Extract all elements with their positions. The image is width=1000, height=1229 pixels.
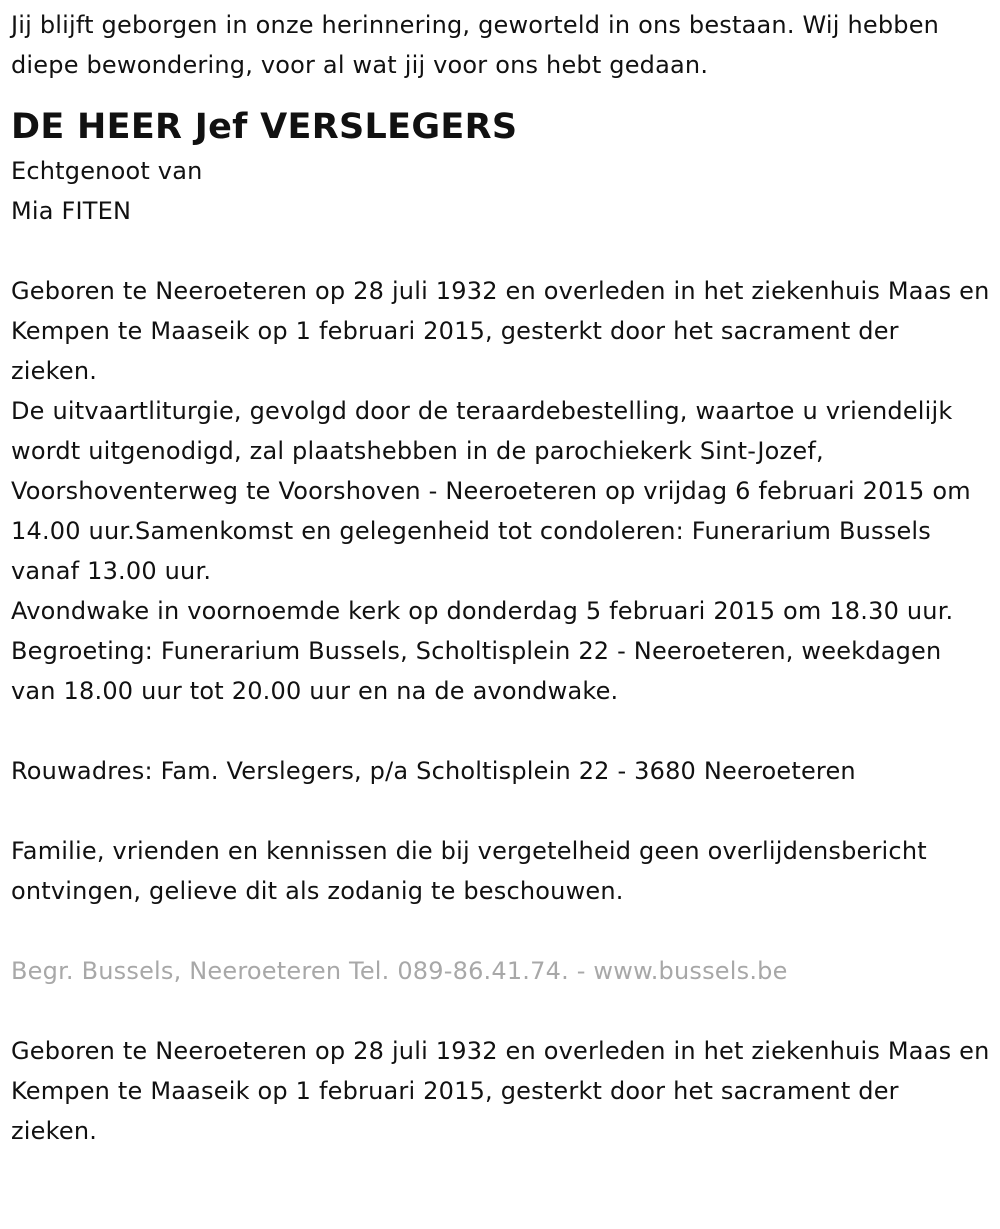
mourning-address: Rouwadres: Fam. Verslegers, p/a Scholtisplein 22 - 3680 Neeroeteren xyxy=(11,757,856,785)
notice-paragraph: Familie, vrienden en kennissen die bij vergetelheid geen overlijdensbericht ontvingen, gelieve dit als zodanig te beschouwen. xyxy=(11,837,927,905)
deceased-name: DE HEER Jef VERSLEGERS xyxy=(11,107,518,147)
birth-death-repeat: Geboren te Neeroeteren op 28 juli 1932 en overleden in het ziekenhuis Maas en Kempen te Maaseik op 1 februari 2015, gesterkt door het sacrament der zieken. xyxy=(11,1037,990,1145)
spouse-label: Echtgenoot van xyxy=(11,157,203,185)
greeting-paragraph: Begroeting: Funerarium Bussels, Scholtisplein 22 - Neeroeteren, weekdagen van 18.00 uur tot 20.00 uur en na de avondwake. xyxy=(11,637,942,705)
vigil-paragraph: Avondwake in voornoemde kerk op donderdag 5 februari 2015 om 18.30 uur. xyxy=(11,597,954,625)
obituary-page xyxy=(0,5,1000,1151)
undertaker-signature: Begr. Bussels, Neeroeteren Tel. 089-86.41.74. - www.bussels.be xyxy=(11,957,788,985)
funeral-paragraph: De uitvaartliturgie, gevolgd door de teraardebestelling, waartoe u vriendelijk wordt uitgenodigd, zal plaatshebben in de parochiekerk Sint-Jozef, Voorshoventerweg te Voorshoven - Neeroeteren op vrijdag 6 februari 2015 om 14.00 uur.Samenkomst en gelegenheid tot condoleren: Funerarium Bussels vanaf 13.00 uur. xyxy=(11,397,971,585)
intro-verse: Jij blijft geborgen in onze herinnering, geworteld in ons bestaan. Wij hebben diepe bewondering, voor al wat jij voor ons hebt gedaan. xyxy=(11,11,940,79)
birth-death-paragraph: Geboren te Neeroeteren op 28 juli 1932 en overleden in het ziekenhuis Maas en Kempen te Maaseik op 1 februari 2015, gesterkt door het sacrament der zieken. xyxy=(11,277,990,385)
spouse-name: Mia FITEN xyxy=(11,197,132,225)
